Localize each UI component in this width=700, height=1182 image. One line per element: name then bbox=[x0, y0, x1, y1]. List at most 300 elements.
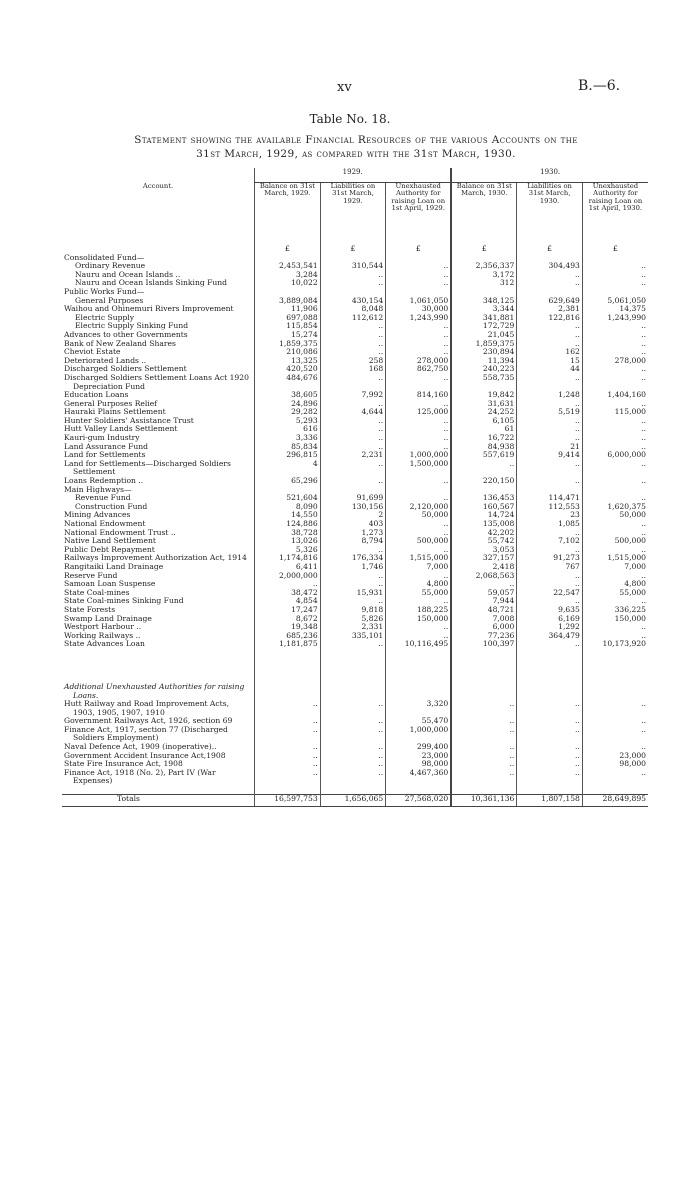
additional-heading: Additional Unexhausted Authorities for raising Loans. bbox=[64, 681, 245, 700]
value-cell: 55,000 bbox=[582, 589, 648, 598]
value-cell: .. bbox=[386, 477, 452, 486]
account-label: Rangitaiki Land Drainage bbox=[64, 561, 164, 571]
value-cell: 364,479 bbox=[517, 632, 583, 641]
value-cell: .. bbox=[582, 632, 648, 641]
value-cell: 22,547 bbox=[517, 589, 583, 598]
value-cell: 14,724 bbox=[451, 511, 517, 520]
value-cell: .. bbox=[255, 743, 321, 752]
total-value: 1,807,158 bbox=[517, 795, 583, 804]
account-label: Westport Harbour .. bbox=[64, 622, 142, 632]
value-cell: .. bbox=[582, 348, 648, 357]
value-cell: 304,493 bbox=[517, 262, 583, 271]
value-cell: 685,236 bbox=[255, 632, 321, 641]
value-cell: .. bbox=[386, 374, 452, 391]
value-cell: 1,243,990 bbox=[582, 314, 648, 323]
value-cell: .. bbox=[320, 460, 386, 477]
account-name bbox=[62, 374, 255, 391]
value-cell: 15 bbox=[517, 357, 583, 366]
value-cell: 50,000 bbox=[582, 511, 648, 520]
value-cell: .. bbox=[386, 271, 452, 280]
value-cell: .. bbox=[517, 460, 583, 477]
value-cell: .. bbox=[582, 400, 648, 409]
value-cell: 30,000 bbox=[386, 305, 452, 314]
value-cell: 9,414 bbox=[517, 451, 583, 460]
currency-symbol: £ bbox=[320, 245, 386, 254]
value-cell: .. bbox=[451, 760, 517, 769]
value-cell: 3,284 bbox=[255, 271, 321, 280]
value-cell: .. bbox=[320, 279, 386, 288]
value-cell: .. bbox=[386, 417, 452, 426]
account-label: Public Debt Repayment bbox=[64, 544, 155, 554]
total-value: 27,568,020 bbox=[386, 795, 452, 804]
value-cell: .. bbox=[582, 529, 648, 538]
value-cell bbox=[386, 486, 452, 495]
value-cell: .. bbox=[517, 640, 583, 649]
value-cell: 4,800 bbox=[386, 580, 452, 589]
value-cell: 15,931 bbox=[320, 589, 386, 598]
value-cell: 1,273 bbox=[320, 529, 386, 538]
value-cell: .. bbox=[255, 769, 321, 786]
table-row bbox=[62, 632, 648, 641]
value-cell: 3,344 bbox=[451, 305, 517, 314]
value-cell: 11,906 bbox=[255, 305, 321, 314]
value-cell: 6,000 bbox=[451, 623, 517, 632]
additional-row bbox=[62, 700, 648, 717]
value-cell: 862,750 bbox=[386, 365, 452, 374]
value-cell: 1,404,160 bbox=[582, 391, 648, 400]
value-cell: 15,274 bbox=[255, 331, 321, 340]
additional-heading-row bbox=[62, 683, 648, 700]
value-cell: .. bbox=[517, 572, 583, 581]
value-cell: 50,000 bbox=[386, 511, 452, 520]
value-cell: 115,000 bbox=[582, 408, 648, 417]
value-cell: 1,000,000 bbox=[386, 451, 452, 460]
value-cell: .. bbox=[517, 529, 583, 538]
account-label: Discharged Soldiers Settlement Loans Act 1920 Depreciation Fund bbox=[64, 372, 249, 391]
account-label: General Purposes Relief bbox=[64, 398, 158, 408]
table-body bbox=[62, 245, 648, 806]
value-cell: 7,102 bbox=[517, 537, 583, 546]
value-cell: .. bbox=[255, 726, 321, 743]
value-cell: .. bbox=[582, 331, 648, 340]
account-label: Public Works Fund— bbox=[64, 286, 145, 296]
value-cell: .. bbox=[320, 743, 386, 752]
table-row bbox=[62, 425, 648, 434]
value-cell: 4,644 bbox=[320, 408, 386, 417]
value-cell: 13,026 bbox=[255, 537, 321, 546]
value-cell: 6,000,000 bbox=[582, 451, 648, 460]
value-cell: .. bbox=[386, 529, 452, 538]
value-cell: 1,859,375 bbox=[255, 340, 321, 349]
value-cell: 55,000 bbox=[386, 589, 452, 598]
account-name bbox=[62, 769, 255, 786]
value-cell: 1,515,000 bbox=[386, 554, 452, 563]
value-cell: 230,894 bbox=[451, 348, 517, 357]
account-label: Electric Supply Sinking Fund bbox=[75, 321, 189, 331]
account-label: Government Accident Insurance Act,1908 bbox=[64, 750, 226, 760]
account-label: Swamp Land Drainage bbox=[64, 613, 152, 623]
value-cell: 11,394 bbox=[451, 357, 517, 366]
value-cell: 1,859,375 bbox=[451, 340, 517, 349]
value-cell: 160,567 bbox=[451, 503, 517, 512]
value-cell: .. bbox=[386, 572, 452, 581]
value-cell: .. bbox=[255, 760, 321, 769]
value-cell: 4 bbox=[255, 460, 321, 477]
table-row bbox=[62, 477, 648, 486]
value-cell: 10,022 bbox=[255, 279, 321, 288]
value-cell: .. bbox=[320, 760, 386, 769]
value-cell: 4,467,360 bbox=[386, 769, 452, 786]
value-cell: .. bbox=[320, 443, 386, 452]
account-name bbox=[62, 700, 255, 717]
value-cell: 8,048 bbox=[320, 305, 386, 314]
value-cell: 112,612 bbox=[320, 314, 386, 323]
account-label: Electric Supply bbox=[75, 312, 135, 322]
value-cell: .. bbox=[386, 348, 452, 357]
value-cell: .. bbox=[255, 580, 321, 589]
value-cell bbox=[582, 486, 648, 495]
value-cell: .. bbox=[320, 425, 386, 434]
value-cell bbox=[386, 254, 452, 263]
value-cell: .. bbox=[255, 752, 321, 761]
value-cell: 7,008 bbox=[451, 615, 517, 624]
value-cell: .. bbox=[386, 632, 452, 641]
value-cell: 348,125 bbox=[451, 297, 517, 306]
value-cell: .. bbox=[320, 322, 386, 331]
value-cell: .. bbox=[582, 374, 648, 391]
value-cell: 168 bbox=[320, 365, 386, 374]
value-cell: .. bbox=[517, 726, 583, 743]
value-cell: 1,000,000 bbox=[386, 726, 452, 743]
value-cell: 19,348 bbox=[255, 623, 321, 632]
value-cell: 420,520 bbox=[255, 365, 321, 374]
statement-line-2: 31st March, 1929, as compared with the 31st March, 1930. bbox=[196, 148, 516, 160]
value-cell: 24,896 bbox=[255, 400, 321, 409]
value-cell: .. bbox=[386, 597, 452, 606]
value-cell: 122,816 bbox=[517, 314, 583, 323]
value-cell: .. bbox=[517, 769, 583, 786]
value-cell: 3,320 bbox=[386, 700, 452, 717]
value-cell: 312 bbox=[451, 279, 517, 288]
account-label: Bank of New Zealand Shares bbox=[64, 338, 176, 348]
value-cell: .. bbox=[320, 572, 386, 581]
value-cell: 558,735 bbox=[451, 374, 517, 391]
value-cell: 616 bbox=[255, 425, 321, 434]
statement-heading bbox=[56, 133, 656, 161]
value-cell: 210,086 bbox=[255, 348, 321, 357]
value-cell: 5,061,050 bbox=[582, 297, 648, 306]
value-cell: .. bbox=[582, 494, 648, 503]
value-cell: 557,619 bbox=[451, 451, 517, 460]
value-cell: 16,722 bbox=[451, 434, 517, 443]
value-cell: .. bbox=[386, 279, 452, 288]
table-row bbox=[62, 563, 648, 572]
value-cell: .. bbox=[320, 752, 386, 761]
value-cell: 23 bbox=[517, 511, 583, 520]
value-cell: .. bbox=[320, 726, 386, 743]
value-cell: .. bbox=[582, 726, 648, 743]
table-title: Table No. 18. bbox=[309, 112, 391, 126]
value-cell: 5,826 bbox=[320, 615, 386, 624]
value-cell: 500,000 bbox=[386, 537, 452, 546]
value-cell: .. bbox=[255, 700, 321, 717]
value-cell: .. bbox=[386, 322, 452, 331]
value-cell: 484,676 bbox=[255, 374, 321, 391]
value-cell: 697,088 bbox=[255, 314, 321, 323]
value-cell: 3,053 bbox=[451, 546, 517, 555]
value-cell: .. bbox=[320, 331, 386, 340]
value-cell: 61 bbox=[451, 425, 517, 434]
value-cell: 14,550 bbox=[255, 511, 321, 520]
value-cell: 1,292 bbox=[517, 623, 583, 632]
value-cell: .. bbox=[320, 417, 386, 426]
value-cell: .. bbox=[582, 520, 648, 529]
account-label: Hunter Soldiers' Assistance Trust bbox=[64, 415, 194, 425]
value-cell: .. bbox=[386, 494, 452, 503]
value-cell: 38,605 bbox=[255, 391, 321, 400]
value-cell: .. bbox=[451, 743, 517, 752]
value-cell: 9,635 bbox=[517, 606, 583, 615]
value-cell: 98,000 bbox=[582, 760, 648, 769]
account-label: Construction Fund bbox=[75, 501, 148, 511]
value-cell: 2,068,563 bbox=[451, 572, 517, 581]
value-cell: .. bbox=[255, 717, 321, 726]
value-cell: .. bbox=[517, 271, 583, 280]
account-label: State Coal-mines bbox=[64, 587, 130, 597]
value-cell: .. bbox=[517, 743, 583, 752]
value-cell: .. bbox=[517, 425, 583, 434]
account-label: Hutt Railway and Road Improvement Acts, 1903, 1905, 1907, 1910 bbox=[64, 699, 230, 717]
value-cell: 98,000 bbox=[386, 760, 452, 769]
account-label: Land for Settlements bbox=[64, 450, 146, 460]
value-cell: .. bbox=[386, 546, 452, 555]
value-cell: 2,356,337 bbox=[451, 262, 517, 271]
totals-row bbox=[62, 795, 648, 804]
value-cell: 1,500,000 bbox=[386, 460, 452, 477]
year-header-row bbox=[62, 168, 648, 183]
value-cell: .. bbox=[517, 434, 583, 443]
value-cell: .. bbox=[386, 623, 452, 632]
account-label: Land Assurance Fund bbox=[64, 441, 149, 451]
value-cell: 55,470 bbox=[386, 717, 452, 726]
value-cell: 278,000 bbox=[386, 357, 452, 366]
value-cell: 85,834 bbox=[255, 443, 321, 452]
value-cell: .. bbox=[320, 597, 386, 606]
value-cell: .. bbox=[517, 374, 583, 391]
account-label: Cheviot Estate bbox=[64, 347, 121, 357]
account-label: Advances to other Governments bbox=[64, 329, 188, 339]
value-cell: .. bbox=[386, 340, 452, 349]
value-cell: 2,231 bbox=[320, 451, 386, 460]
value-cell: 278,000 bbox=[582, 357, 648, 366]
value-cell: 6,411 bbox=[255, 563, 321, 572]
value-cell: 1,746 bbox=[320, 563, 386, 572]
value-cell: .. bbox=[582, 477, 648, 486]
value-cell: .. bbox=[582, 279, 648, 288]
value-cell: .. bbox=[582, 743, 648, 752]
value-cell: 135,008 bbox=[451, 520, 517, 529]
account-label: Kauri-gum Industry bbox=[64, 433, 140, 443]
value-cell: 1,515,000 bbox=[582, 554, 648, 563]
table-row bbox=[62, 374, 648, 391]
document-code: B.—6. bbox=[578, 78, 621, 94]
value-cell: .. bbox=[320, 717, 386, 726]
value-cell: 65,296 bbox=[255, 477, 321, 486]
value-cell: 44 bbox=[517, 365, 583, 374]
value-cell: 6,105 bbox=[451, 417, 517, 426]
value-cell: .. bbox=[517, 322, 583, 331]
totals-label: Totals bbox=[62, 795, 255, 804]
table-row bbox=[62, 460, 648, 477]
value-cell: .. bbox=[386, 331, 452, 340]
value-cell: .. bbox=[451, 717, 517, 726]
table-row bbox=[62, 434, 648, 443]
value-cell: 2 bbox=[320, 511, 386, 520]
value-cell: .. bbox=[582, 262, 648, 271]
value-cell: 2,453,541 bbox=[255, 262, 321, 271]
col-balance-1929: Balance on 31st March, 1929. bbox=[255, 183, 321, 246]
value-cell: 21 bbox=[517, 443, 583, 452]
value-cell: 130,156 bbox=[320, 503, 386, 512]
account-label: State Coal-mines Sinking Fund bbox=[64, 596, 184, 606]
value-cell: 3,889,084 bbox=[255, 297, 321, 306]
value-cell: 814,160 bbox=[386, 391, 452, 400]
value-cell: .. bbox=[451, 769, 517, 786]
value-cell: .. bbox=[517, 400, 583, 409]
value-cell: .. bbox=[582, 623, 648, 632]
value-cell: 2,381 bbox=[517, 305, 583, 314]
value-cell: 335,101 bbox=[320, 632, 386, 641]
value-cell: .. bbox=[320, 477, 386, 486]
col-unexhausted-1930: Unexhausted Authority for raising Loan on 1st April, 1930. bbox=[582, 183, 648, 246]
value-cell: .. bbox=[582, 417, 648, 426]
value-cell: 8,794 bbox=[320, 537, 386, 546]
total-value: 1,656,065 bbox=[320, 795, 386, 804]
value-cell bbox=[582, 254, 648, 263]
value-cell: .. bbox=[517, 597, 583, 606]
value-cell: 48,721 bbox=[451, 606, 517, 615]
value-cell: .. bbox=[320, 700, 386, 717]
value-cell: 1,181,875 bbox=[255, 640, 321, 649]
value-cell: 9,818 bbox=[320, 606, 386, 615]
account-label: Naval Defence Act, 1909 (inoperative).. bbox=[64, 742, 217, 752]
value-cell: 10,173,920 bbox=[582, 640, 648, 649]
value-cell: 7,944 bbox=[451, 597, 517, 606]
value-cell: 2,120,000 bbox=[386, 503, 452, 512]
value-cell: .. bbox=[451, 700, 517, 717]
table-row bbox=[62, 279, 648, 288]
value-cell: 7,992 bbox=[320, 391, 386, 400]
value-cell: 100,397 bbox=[451, 640, 517, 649]
table-row bbox=[62, 348, 648, 357]
total-value: 28,649,895 bbox=[582, 795, 648, 804]
value-cell: 136,453 bbox=[451, 494, 517, 503]
account-label: Mining Advances bbox=[64, 510, 131, 520]
value-cell: 77,236 bbox=[451, 632, 517, 641]
additional-row bbox=[62, 726, 648, 743]
value-cell: .. bbox=[517, 331, 583, 340]
value-cell: 172,729 bbox=[451, 322, 517, 331]
value-cell: 125,000 bbox=[386, 408, 452, 417]
value-cell: .. bbox=[386, 425, 452, 434]
col-liabilities-1930: Liabilities on 31st March, 1930. bbox=[517, 183, 583, 246]
value-cell: 31,631 bbox=[451, 400, 517, 409]
value-cell: 2,000,000 bbox=[255, 572, 321, 581]
value-cell: 24,252 bbox=[451, 408, 517, 417]
value-cell: .. bbox=[582, 700, 648, 717]
table-row bbox=[62, 340, 648, 349]
value-cell: .. bbox=[517, 546, 583, 555]
value-cell: 430,154 bbox=[320, 297, 386, 306]
account-label: National Endowment Trust .. bbox=[64, 527, 176, 537]
account-label: Ordinary Revenue bbox=[75, 261, 146, 271]
value-cell: .. bbox=[451, 460, 517, 477]
value-cell: 10,116,495 bbox=[386, 640, 452, 649]
value-cell: .. bbox=[582, 340, 648, 349]
account-label: Revenue Fund bbox=[75, 493, 131, 503]
account-label: Working Railways .. bbox=[64, 630, 141, 640]
value-cell: 115,854 bbox=[255, 322, 321, 331]
value-cell: .. bbox=[451, 580, 517, 589]
value-cell: 7,000 bbox=[386, 563, 452, 572]
account-label: Native Land Settlement bbox=[64, 536, 156, 546]
account-label: General Purposes bbox=[75, 295, 144, 305]
table-row bbox=[62, 503, 648, 512]
value-cell: .. bbox=[451, 752, 517, 761]
account-label: Finance Act, 1917, section 77 (Discharged Soldiers Employment) bbox=[64, 724, 228, 743]
account-label: State Fire Insurance Act, 1908 bbox=[64, 759, 183, 769]
value-cell: 521,604 bbox=[255, 494, 321, 503]
value-cell: .. bbox=[320, 580, 386, 589]
value-cell: 1,620,375 bbox=[582, 503, 648, 512]
value-cell: 5,326 bbox=[255, 546, 321, 555]
account-label: State Advances Loan bbox=[64, 639, 145, 649]
value-cell: 176,334 bbox=[320, 554, 386, 563]
col-account: Account. bbox=[142, 181, 174, 190]
value-cell: .. bbox=[582, 434, 648, 443]
value-cell: .. bbox=[386, 443, 452, 452]
value-cell: 59,057 bbox=[451, 589, 517, 598]
account-label: Samoan Loan Suspense bbox=[64, 579, 156, 589]
value-cell: 150,000 bbox=[386, 615, 452, 624]
value-cell: .. bbox=[451, 726, 517, 743]
account-label: Main Highways— bbox=[64, 484, 132, 494]
value-cell: 500,000 bbox=[582, 537, 648, 546]
value-cell: 5,519 bbox=[517, 408, 583, 417]
value-cell: 23,000 bbox=[386, 752, 452, 761]
value-cell: 13,325 bbox=[255, 357, 321, 366]
total-value: 10,361,136 bbox=[451, 795, 517, 804]
value-cell: .. bbox=[517, 700, 583, 717]
value-cell: 17,247 bbox=[255, 606, 321, 615]
currency-symbol: £ bbox=[255, 245, 321, 254]
value-cell: 150,000 bbox=[582, 615, 648, 624]
column-header-row bbox=[62, 183, 648, 246]
value-cell: 84,938 bbox=[451, 443, 517, 452]
value-cell: 1,243,990 bbox=[386, 314, 452, 323]
col-balance-1930: Balance on 31st March, 1930. bbox=[451, 183, 517, 246]
additional-row bbox=[62, 769, 648, 786]
account-label: Government Railways Act, 1926, section 69 bbox=[64, 716, 233, 726]
account-label: Finance Act, 1918 (No. 2), Part IV (War Expenses) bbox=[64, 767, 216, 786]
table-row bbox=[62, 640, 648, 649]
value-cell: 8,672 bbox=[255, 615, 321, 624]
value-cell: 1,061,050 bbox=[386, 297, 452, 306]
value-cell: 258 bbox=[320, 357, 386, 366]
value-cell: .. bbox=[582, 425, 648, 434]
currency-symbol: £ bbox=[582, 245, 648, 254]
value-cell: 5,293 bbox=[255, 417, 321, 426]
